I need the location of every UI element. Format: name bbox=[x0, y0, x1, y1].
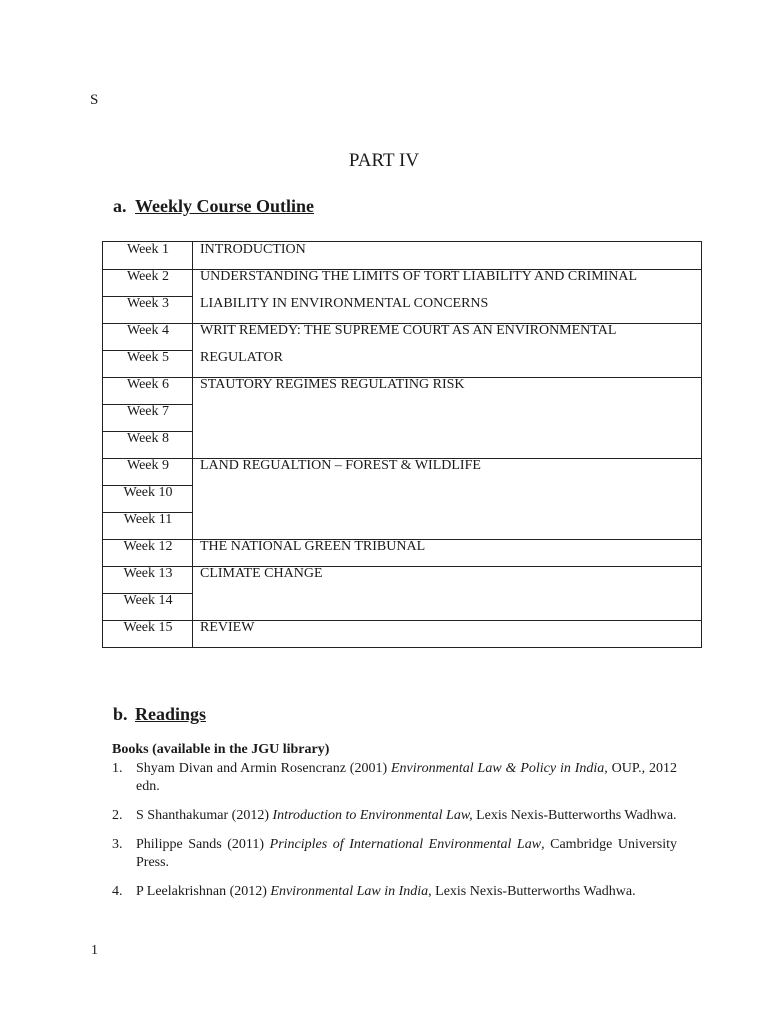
reference-authors: Shyam Divan and Armin Rosencranz (2001) bbox=[136, 761, 391, 776]
week-label: Week 6 bbox=[126, 377, 170, 392]
reference-number: 1. bbox=[112, 761, 123, 776]
week-label: Week 13 bbox=[123, 566, 173, 581]
week-label: Week 5 bbox=[126, 350, 170, 365]
topic-line: WRIT REMEDY: THE SUPREME COURT AS AN ENVIRONMENTAL bbox=[200, 323, 617, 338]
topic-line: STAUTORY REGIMES REGULATING RISK bbox=[200, 377, 465, 392]
reference-publisher: , Lexis Nexis-Butterworths Wadhwa. bbox=[428, 884, 636, 899]
topic-cell bbox=[200, 317, 695, 371]
reference-authors: Philippe Sands (2011) bbox=[136, 837, 270, 852]
topic-line: REGULATOR bbox=[200, 350, 283, 365]
reference-publisher: , Cambridge University Press. bbox=[136, 837, 678, 870]
week-label: Week 1 bbox=[126, 242, 170, 257]
section-a-heading bbox=[113, 196, 314, 217]
week-label: Week 11 bbox=[123, 512, 173, 527]
reference-item bbox=[112, 760, 677, 796]
week-label: Week 8 bbox=[126, 431, 170, 446]
section-a-marker: a. bbox=[113, 196, 127, 216]
reference-list bbox=[112, 760, 677, 912]
topic-line: REVIEW bbox=[200, 620, 255, 635]
section-b-heading bbox=[113, 704, 206, 725]
reference-publisher: , OUP., 2012 edn. bbox=[136, 761, 677, 794]
topic-line: LAND REGUALTION – FOREST & WILDLIFE bbox=[200, 458, 481, 473]
reference-number: 2. bbox=[112, 808, 123, 823]
week-label: Week 2 bbox=[126, 269, 170, 284]
reference-number: 3. bbox=[112, 837, 123, 852]
topic-line: CLIMATE CHANGE bbox=[200, 566, 323, 581]
reference-title: Environmental Law & Policy in India bbox=[390, 761, 605, 776]
reference-title: Environmental Law in India bbox=[270, 884, 429, 899]
reference-item bbox=[112, 836, 677, 872]
section-b-marker: b. bbox=[113, 704, 128, 724]
topic-cell bbox=[200, 371, 695, 398]
week-label: Week 4 bbox=[126, 323, 170, 338]
reference-title: Principles of International Environmental Law bbox=[269, 837, 542, 852]
part-title: PART IV bbox=[348, 150, 420, 171]
week-label: Week 10 bbox=[123, 485, 173, 500]
topic-cell bbox=[200, 533, 695, 560]
week-label: Week 7 bbox=[126, 404, 170, 419]
week-label: Week 12 bbox=[123, 539, 173, 554]
topic-cell bbox=[200, 614, 695, 641]
topic-cell bbox=[200, 560, 695, 587]
topic-cell bbox=[200, 263, 695, 317]
topic-cell bbox=[200, 452, 695, 479]
stray-mark: S bbox=[90, 92, 99, 108]
books-heading: Books (available in the JGU library) bbox=[112, 742, 330, 757]
week-label: Week 14 bbox=[123, 593, 173, 608]
week-label: Week 3 bbox=[126, 296, 170, 311]
week-label: Week 9 bbox=[126, 458, 170, 473]
topic-line: UNDERSTANDING THE LIMITS OF TORT LIABILITY AND CRIMINAL bbox=[200, 269, 638, 284]
reference-publisher: Lexis Nexis-Butterworths Wadhwa. bbox=[472, 808, 677, 823]
section-a-title: Weekly Course Outline bbox=[135, 196, 314, 216]
section-b-title: Readings bbox=[135, 704, 207, 724]
reference-title: Introduction to Environmental Law, bbox=[272, 808, 473, 823]
reference-number: 4. bbox=[112, 884, 123, 899]
topic-line: LIABILITY IN ENVIRONMENTAL CONCERNS bbox=[200, 296, 489, 311]
reference-authors: S Shanthakumar (2012) bbox=[136, 808, 273, 823]
topic-line: THE NATIONAL GREEN TRIBUNAL bbox=[200, 539, 426, 554]
topic-line: INTRODUCTION bbox=[200, 242, 306, 257]
week-label: Week 15 bbox=[123, 620, 173, 635]
reference-authors: P Leelakrishnan (2012) bbox=[136, 884, 271, 899]
page-number: 1 bbox=[91, 943, 98, 958]
topic-cell bbox=[200, 236, 695, 263]
reference-item bbox=[112, 807, 677, 825]
weekly-outline-table bbox=[102, 241, 702, 648]
reference-item bbox=[112, 883, 677, 901]
